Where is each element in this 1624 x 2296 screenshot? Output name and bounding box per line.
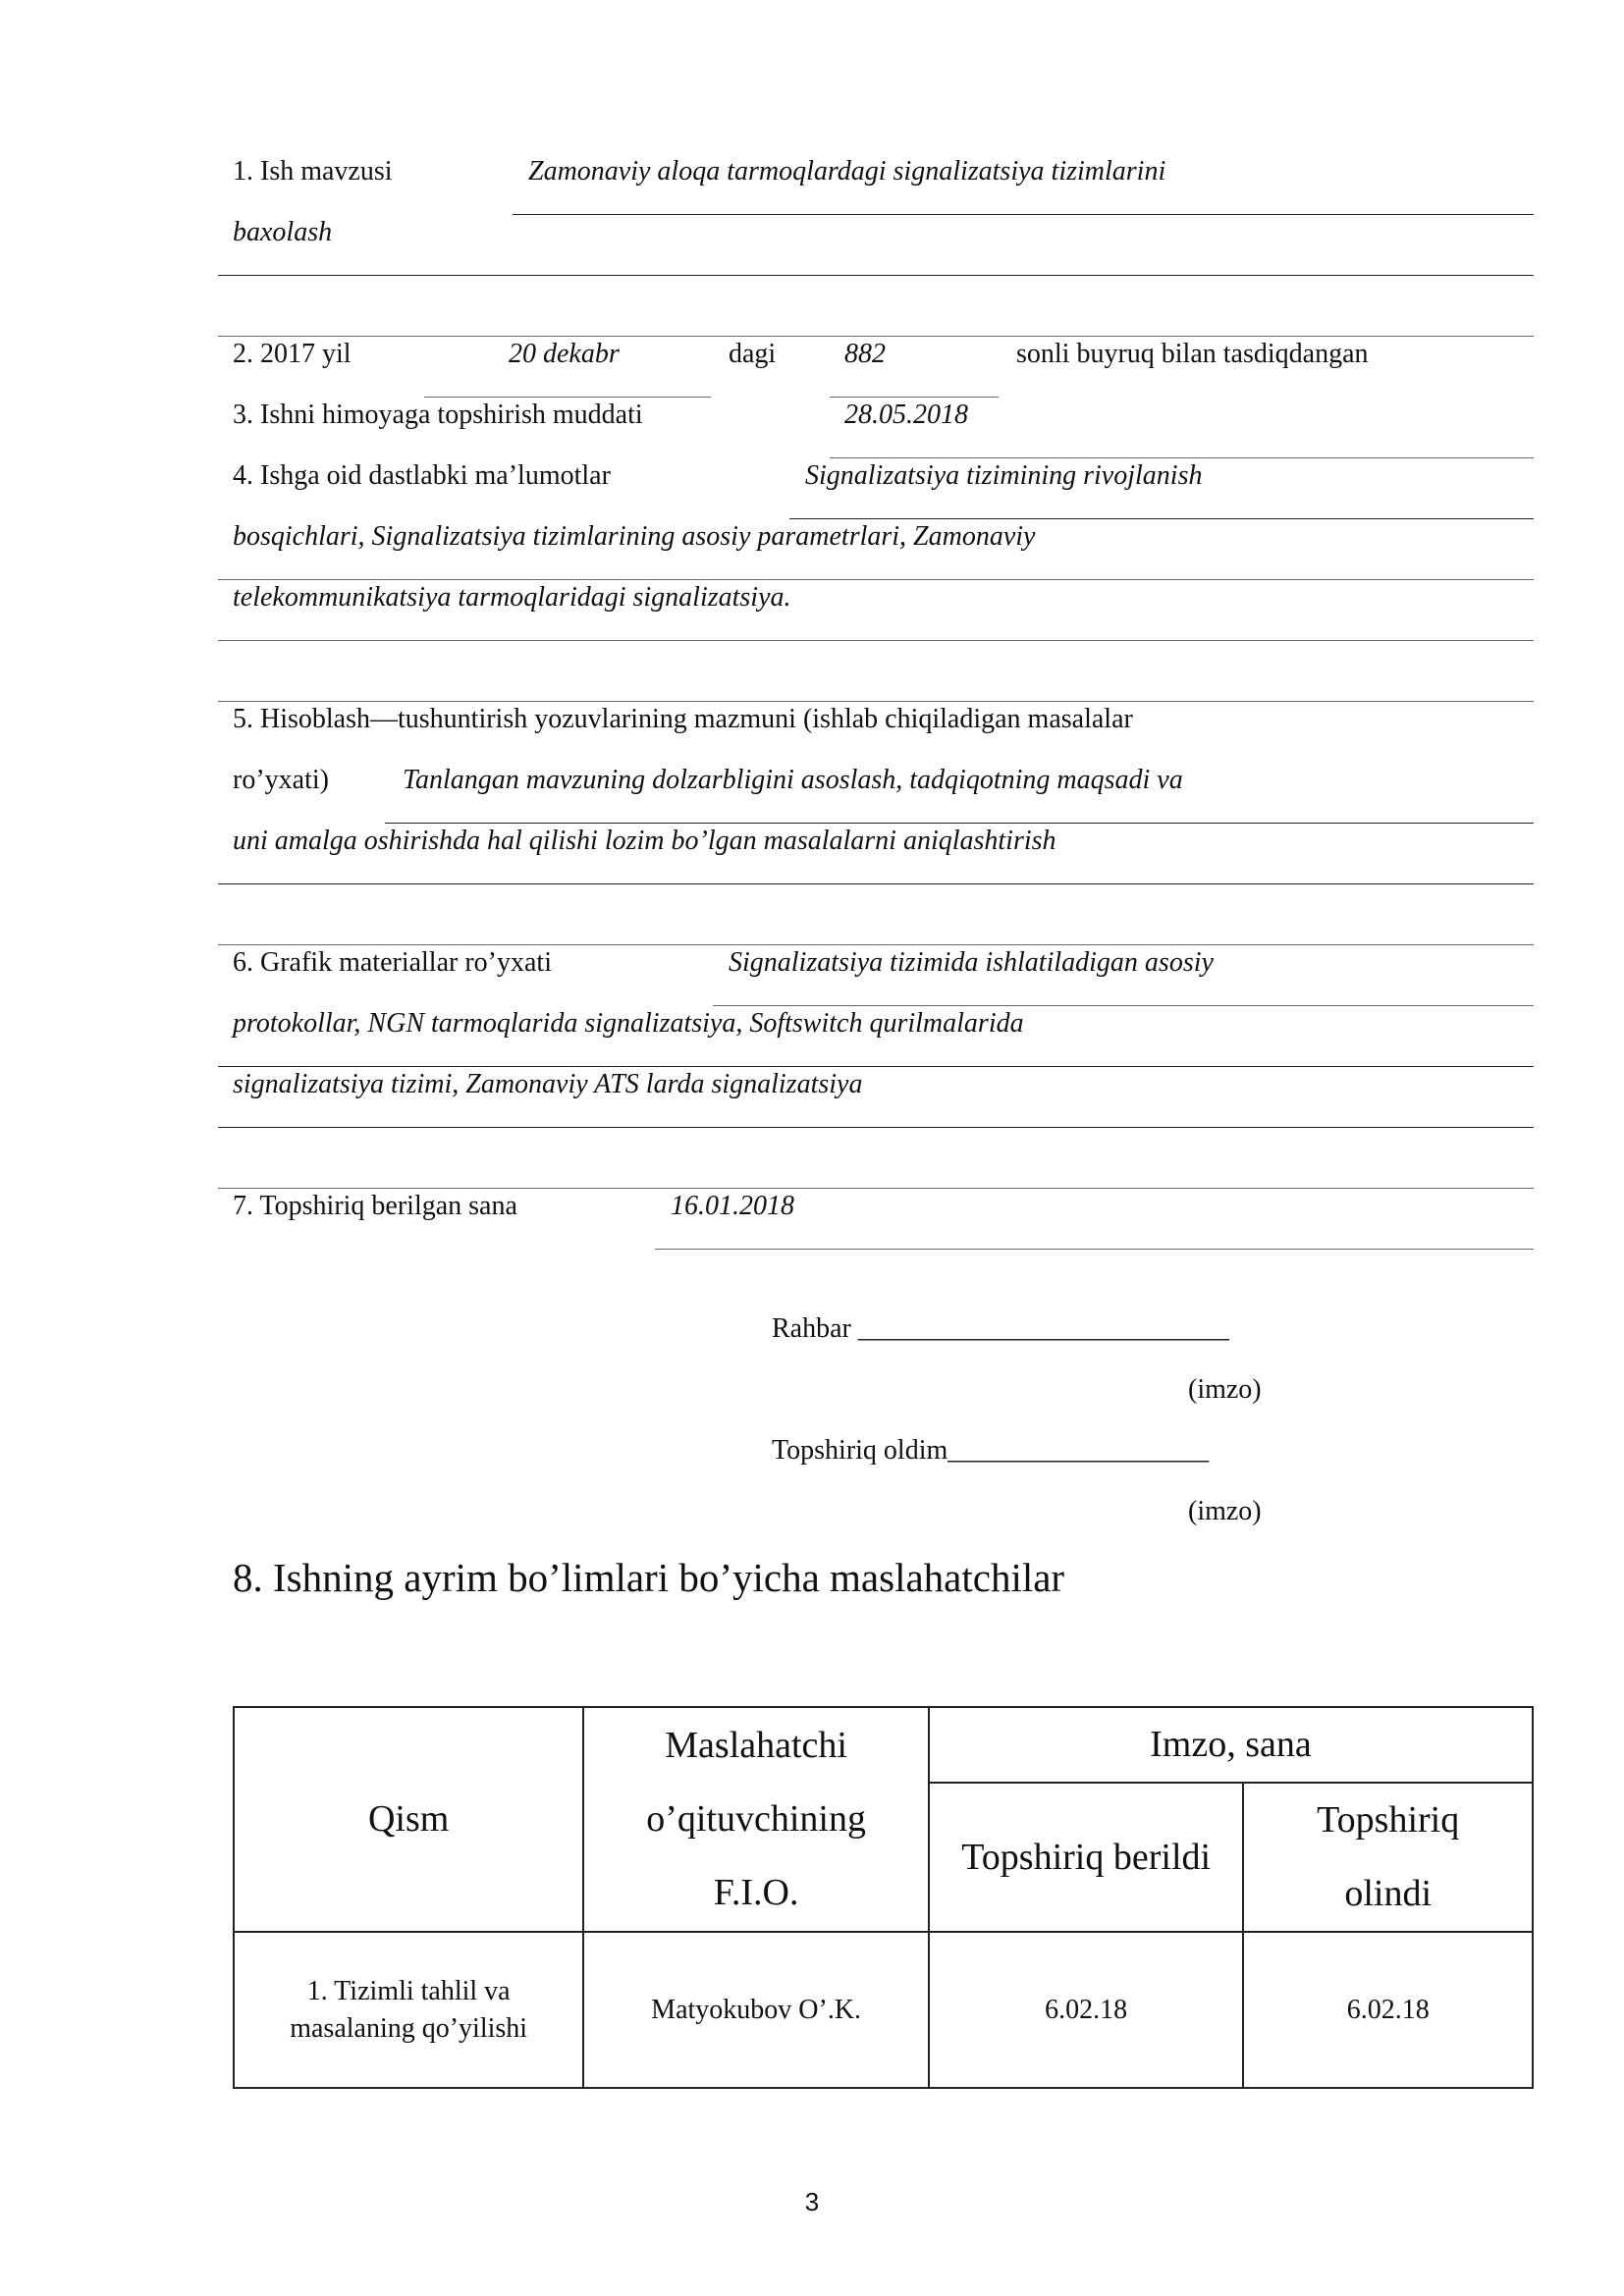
header-fio: Maslahatchi o’qituvchining F.I.O. (583, 1707, 929, 1932)
field-4-underline (789, 518, 1534, 519)
field-4-underline-3 (218, 640, 1534, 641)
cell-qism: 1. Tizimli tahlil va masalaning qo’yilishi (234, 1932, 583, 2088)
field-2-tail: sonli buyruq bilan tasdiqdangan (1016, 339, 1369, 369)
consultants-table (233, 1706, 1534, 2089)
cell-berildi: 6.02.18 (929, 1932, 1243, 2088)
field-3-label: 3. Ishni himoyaga topshirish muddati (233, 400, 643, 430)
supervisor-signature-caption: (imzo) (1188, 1374, 1262, 1405)
field-2-dagi: dagi (729, 339, 777, 369)
header-imzo-sana: Imzo, sana (929, 1707, 1533, 1783)
table-row (234, 1932, 1533, 2088)
field-5-value: Tanlangan mavzuning dolzarbligini asoslash, tadqiqotning maqsadi va (403, 765, 1183, 795)
field-6-underline-2 (218, 1066, 1534, 1067)
header-qism: Qism (234, 1707, 583, 1932)
field-2-date: 20 dekabr (509, 339, 620, 369)
cell-fio: Matyokubov O’.K. (583, 1932, 929, 2088)
blank-line (218, 1188, 1534, 1189)
recipient-signature-line: Topshiriq oldim___________________ (772, 1435, 1210, 1466)
field-7-label: 7. Topshiriq berilgan sana (233, 1191, 517, 1221)
field-2-number-underline (830, 397, 999, 398)
field-6-underline-3 (218, 1127, 1534, 1128)
field-1-value-cont: baxolash (233, 217, 333, 247)
cell-olindi: 6.02.18 (1243, 1932, 1533, 2088)
page-number: 3 (804, 2187, 820, 2216)
field-1-value: Zamonaviy aloqa tarmoqlardagi signalizatsiya tizimlarini (528, 156, 1166, 187)
field-2-date-underline (424, 397, 711, 398)
field-5-underline (385, 823, 1534, 824)
field-2-order-number: 882 (844, 339, 886, 369)
blank-line (218, 336, 1534, 337)
field-4-value: Signalizatsiya tizimining rivojlanish (805, 460, 1203, 491)
field-1-label: 1. Ish mavzusi (233, 156, 393, 187)
field-5-value-cont: uni amalga oshirishda hal qilishi lozim bo’lgan masalalarni aniqlashtirish (233, 826, 1056, 856)
blank-line (218, 944, 1534, 945)
field-5-label: 5. Hisoblash—tushuntirish yozuvlarining mazmuni (ishlab chiqiladigan masalalar (233, 704, 1133, 734)
field-1-underline-2 (218, 275, 1534, 276)
field-3-value: 28.05.2018 (844, 400, 968, 430)
section-8-heading: 8. Ishning ayrim bo’limlari bo’yicha maslahatchilar (233, 1555, 1065, 1600)
field-2-year: 2. 2017 yil (233, 339, 352, 369)
field-5-label-cont: ro’yxati) (233, 765, 329, 795)
field-6-value-cont-2: signalizatsiya tizimi, Zamonaviy ATS larda signalizatsiya (233, 1069, 863, 1099)
field-5-underline-2 (218, 883, 1534, 884)
blank-line (218, 701, 1534, 702)
field-7-value: 16.01.2018 (671, 1191, 794, 1221)
supervisor-signature-line: Rahbar ___________________________ (772, 1313, 1229, 1344)
field-7-underline (655, 1249, 1534, 1250)
field-6-value-cont-1: protokollar, NGN tarmoqlarida signalizatsiya, Softswitch qurilmalarida (233, 1008, 1024, 1039)
field-4-label: 4. Ishga oid dastlabki ma’lumotlar (233, 460, 611, 491)
field-4-value-cont-2: telekommunikatsiya tarmoqlaridagi signalizatsiya. (233, 582, 791, 613)
header-topshiriq-berildi: Topshiriq berildi (929, 1783, 1243, 1932)
field-6-label: 6. Grafik materiallar ro’yxati (233, 947, 552, 978)
field-6-underline (713, 1005, 1534, 1006)
table-header-row (234, 1707, 1533, 1783)
field-4-underline-2 (218, 579, 1534, 580)
recipient-signature-caption: (imzo) (1188, 1496, 1262, 1526)
field-1-underline (513, 214, 1534, 215)
field-6-value: Signalizatsiya tizimida ishlatiladigan asosiy (729, 947, 1214, 978)
header-topshiriq-olindi: Topshiriq olindi (1243, 1783, 1533, 1932)
field-3-underline (830, 457, 1534, 458)
field-4-value-cont-1: bosqichlari, Signalizatsiya tizimlarining asosiy parametrlari, Zamonaviy (233, 521, 1036, 552)
